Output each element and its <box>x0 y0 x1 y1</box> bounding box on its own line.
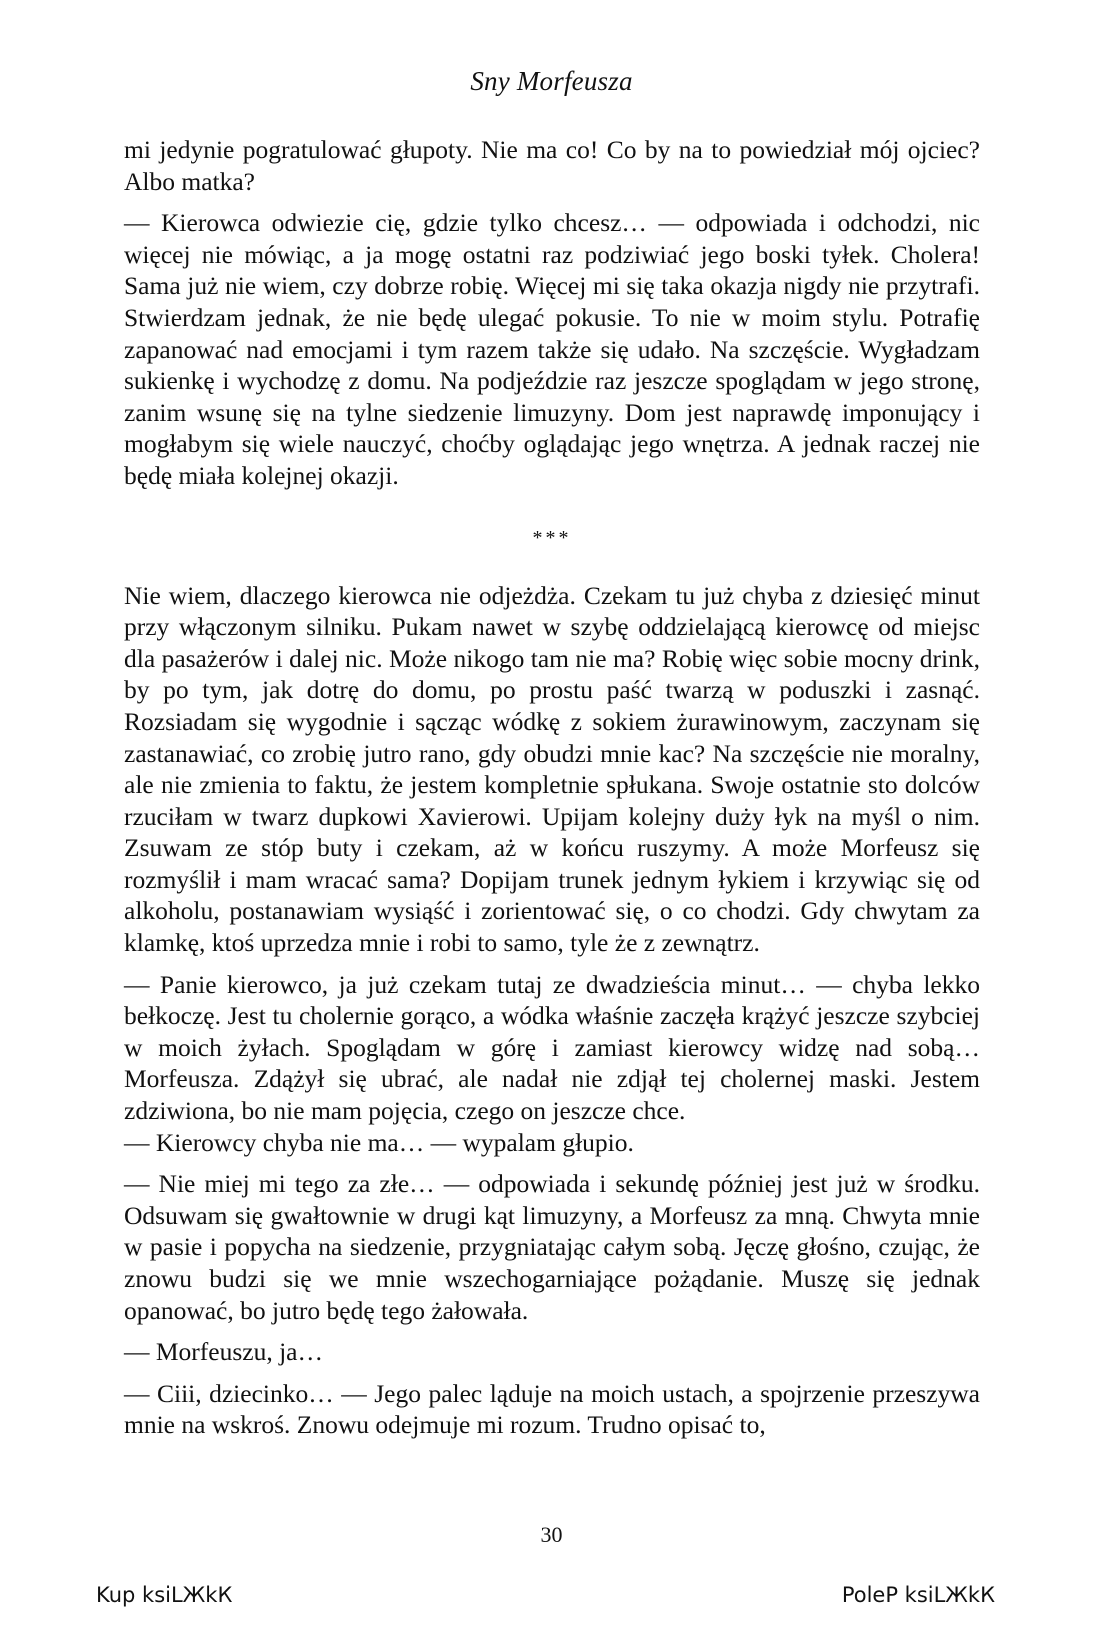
page-number: 30 <box>540 1522 563 1547</box>
paragraph: mi jedynie pogratulować głupoty. Nie ma co! Co by na to powiedział mój ojciec? Albo matka? <box>124 135 980 196</box>
paragraph: — Ciii, dziecinko… — Jego palec ląduje na moich ustach, a spojrzenie przeszywa mnie na wskroś. Znowu odejmuje mi rozum. Trudno opisać to, <box>124 1378 980 1440</box>
paragraph: — Morfeuszu, ja… <box>124 1337 323 1367</box>
section-break: *** <box>532 526 572 549</box>
paragraph: — Nie miej mi tego za złe… — odpowiada i sekundę później jest już w środku. Odsuwam się gwałtownie w drugi kąt limuzyny, a Morfeusz za mną. Chwyta mnie w pasie i popycha na siedzenie, przygniatając całym sobą. Jęczę głośno, czując, że znowu budzi się we mnie wszechogarniające pożądanie. Muszę się jednak opanować, bo jutro będę tego żałowała. <box>124 1169 980 1325</box>
paragraph: Nie wiem, dlaczego kierowca nie odjeżdża. Czekam tu już chyba z dziesięć minut przy włączonym silniku. Pukam nawet w szybę oddzielającą kierowcę od miejsc dla pasażerów i dalej nic. Może nikogo tam nie ma? Robię więc sobie mocny drink, by po tym, jak dotrę do domu, po prostu paść twarzą w poduszki i zasnąć. Rozsiadam się wygodnie i sącząc wódkę z sokiem żurawinowym, zaczynam się zastanawiać, co zrobię jutro rano, gdy obudzi mnie kac? Na szczęście nie moralny, ale nie zmienia to faktu, że jestem kompletnie spłukana. Swoje ostatnie sto dolców rzuciłam w twarz dupkowi Xavierowi. Upijam kolejny duży łyk na myśl o nim. Zsuwam ze stóp buty i czekam, aż w końcu ruszymy. A może Morfeusz się rozmyślił i mam wracać sama? Dopijam trunek jednym łykiem i krzywiąc się od alkoholu, postanawiam wysiąść i zorientować się, o co chodzi. Gdy chwytam za klamkę, ktoś uprzedza mnie i robi to samo, tyle że z zewnątrz. <box>124 580 980 958</box>
paragraph: — Kierowca odwiezie cię, gdzie tylko chcesz… — odpowiada i odchodzi, nic więcej nie mówiąc, a ja mogę ostatni raz podziwiać jego boski tyłek. Cholera! Sama już nie wiem, czy dobrze robię. Więcej mi się taka okazja nigdy nie przytrafi. Stwierdzam jednak, że nie będę ulegać pokusie. To nie w moim stylu. Potrafię zapanować nad emocjami i tym razem także się udało. Na szczęście. Wygładzam sukienkę i wychodzę z domu. Na podjeździe raz jeszcze spoglądam w jego stronę, zanim wsunę się na tylne siedzenie limuzyny. Dom jest naprawdę imponujący i mogłabym się wiele nauczyć, choćby oglądając jego wnętrza. A jednak raczej nie będę miała kolejnej okazji. <box>124 208 980 490</box>
paragraph: — Panie kierowco, ja już czekam tutaj ze dwadzieścia minut… — chyba lekko bełkoczę. Jest tu cholernie gorąco, a wódka właśnie zaczęła krążyć jeszcze szybciej w moich żyłach. Spoglądam w górę i zamiast kierowcy widzę nad sobą… Morfeusza. Zdążył się ubrać, ale nadał nie zdjął tej cholernej maski. Jestem zdziwiona, bo nie mam pojęcia, czego on jeszcze chce. <box>124 969 980 1126</box>
recommend-book-link[interactable]: PoleP ksiLЖkК <box>841 1583 995 1607</box>
paragraph: — Kierowcy chyba nie ma… — wypalam głupio. <box>124 1127 634 1157</box>
buy-book-link[interactable]: Kup ksiLЖkК <box>96 1583 233 1607</box>
running-title: Sny Morfeusza <box>470 66 633 96</box>
body-text <box>124 134 980 1441</box>
